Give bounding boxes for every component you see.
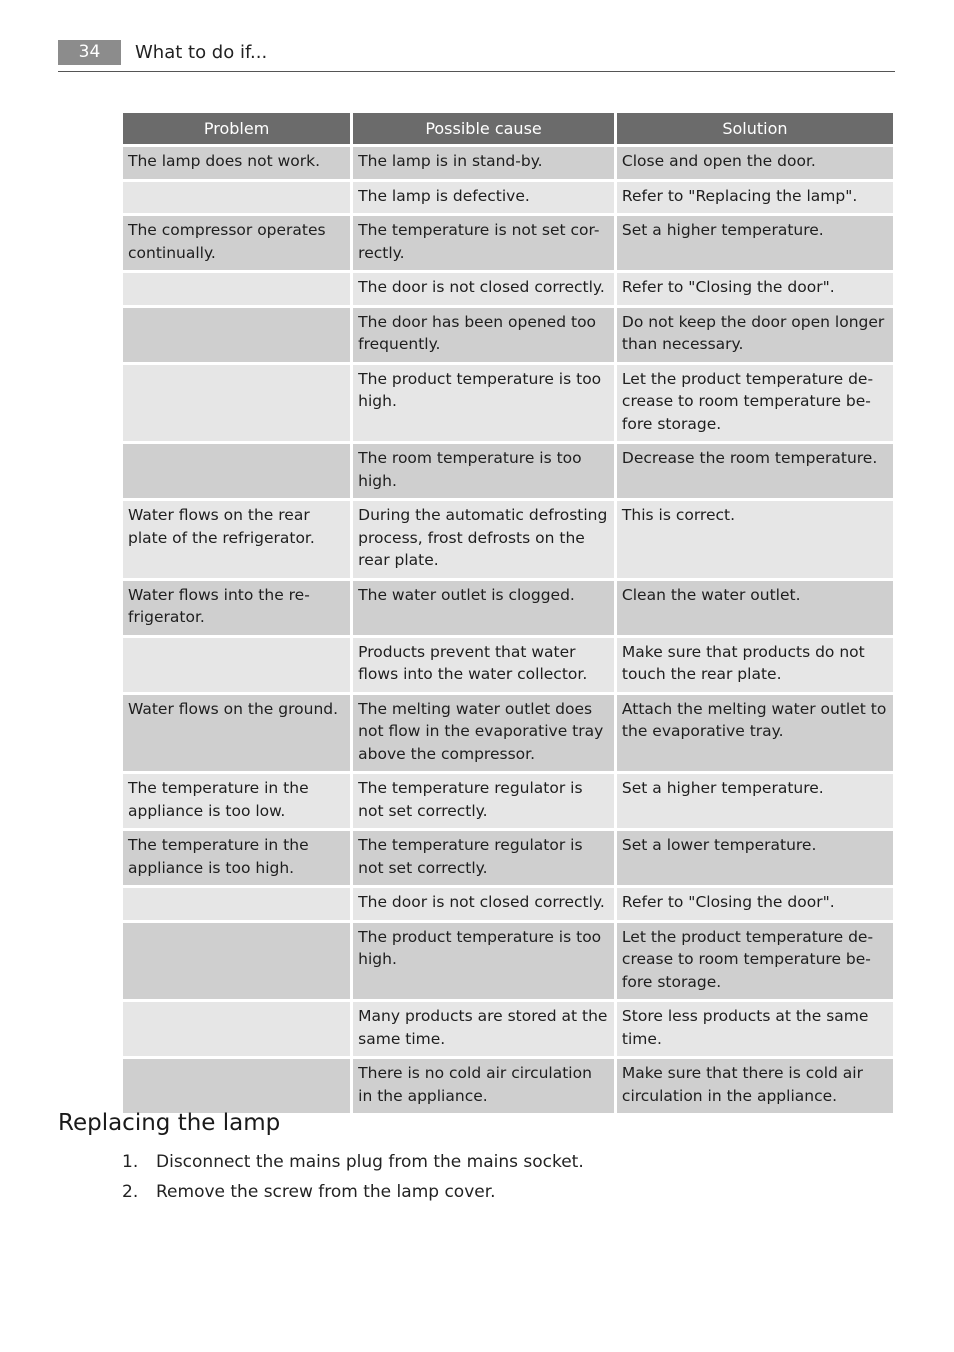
- problem-cell: [123, 273, 350, 305]
- step-text: Disconnect the mains plug from the mains socket.: [156, 1152, 584, 1172]
- table-row: [123, 581, 893, 635]
- cause-cell: The door is not closed correctly.: [353, 888, 614, 920]
- table-row: [123, 831, 893, 885]
- solution-cell: This is correct.: [617, 501, 893, 578]
- solution-cell: Refer to "Replacing the lamp".: [617, 182, 893, 214]
- table-row: [123, 182, 893, 214]
- section-title: What to do if...: [135, 42, 268, 63]
- table-header-row: [123, 113, 893, 144]
- table-row: [123, 308, 893, 362]
- problem-cell: The temperature in the appliance is too high.: [123, 831, 350, 885]
- column-header-cause: Possible cause: [353, 113, 614, 144]
- solution-cell: Refer to "Closing the door".: [617, 888, 893, 920]
- table-row: [123, 273, 893, 305]
- solution-cell: Set a lower temperature.: [617, 831, 893, 885]
- problem-cell: Water flows into the re-frigerator.: [123, 581, 350, 635]
- problem-cell: The compressor operates continually.: [123, 216, 350, 270]
- column-header-solution: Solution: [617, 113, 893, 144]
- problem-cell: [123, 638, 350, 692]
- problem-cell: Water flows on the ground.: [123, 695, 350, 772]
- table-row: [123, 888, 893, 920]
- table-row: [123, 1059, 893, 1113]
- troubleshooting-table: [120, 110, 896, 1116]
- solution-cell: Set a higher temperature.: [617, 774, 893, 828]
- page-header: [58, 40, 895, 72]
- step-text: Remove the screw from the lamp cover.: [156, 1182, 496, 1202]
- problem-cell: [123, 888, 350, 920]
- solution-cell: Let the product temperature de-crease to room temperature be-fore storage.: [617, 365, 893, 442]
- cause-cell: During the automatic defrosting process, frost defrosts on the rear plate.: [353, 501, 614, 578]
- solution-cell: Attach the melting water outlet to the evaporative tray.: [617, 695, 893, 772]
- cause-cell: The lamp is defective.: [353, 182, 614, 214]
- problem-cell: [123, 308, 350, 362]
- cause-cell: The temperature is not set cor-rectly.: [353, 216, 614, 270]
- problem-cell: Water flows on the rear plate of the refrigerator.: [123, 501, 350, 578]
- problem-cell: [123, 1002, 350, 1056]
- solution-cell: Do not keep the door open longer than necessary.: [617, 308, 893, 362]
- step-number: 2.: [122, 1182, 139, 1202]
- cause-cell: The room temperature is too high.: [353, 444, 614, 498]
- solution-cell: Close and open the door.: [617, 147, 893, 179]
- problem-cell: [123, 444, 350, 498]
- page-number: 34: [58, 40, 121, 65]
- cause-cell: The water outlet is clogged.: [353, 581, 614, 635]
- cause-cell: The product temperature is too high.: [353, 923, 614, 1000]
- solution-cell: Clean the water outlet.: [617, 581, 893, 635]
- cause-cell: There is no cold air circulation in the appliance.: [353, 1059, 614, 1113]
- cause-cell: The door has been opened too frequently.: [353, 308, 614, 362]
- problem-cell: The lamp does not work.: [123, 147, 350, 179]
- cause-cell: The melting water outlet does not flow in the evaporative tray above the compressor.: [353, 695, 614, 772]
- lamp-steps-list: [122, 1150, 584, 1210]
- cause-cell: The door is not closed correctly.: [353, 273, 614, 305]
- cause-cell: The temperature regulator is not set correctly.: [353, 831, 614, 885]
- problem-cell: [123, 365, 350, 442]
- table-row: [123, 695, 893, 772]
- table-row: [123, 501, 893, 578]
- table-row: [123, 147, 893, 179]
- problem-cell: The temperature in the appliance is too low.: [123, 774, 350, 828]
- table-row: [123, 638, 893, 692]
- column-header-problem: Problem: [123, 113, 350, 144]
- solution-cell: Make sure that products do not touch the rear plate.: [617, 638, 893, 692]
- cause-cell: The product temperature is too high.: [353, 365, 614, 442]
- problem-cell: [123, 182, 350, 214]
- list-item: [122, 1150, 584, 1180]
- problem-cell: [123, 1059, 350, 1113]
- table-row: [123, 365, 893, 442]
- table-row: [123, 444, 893, 498]
- cause-cell: Many products are stored at the same time.: [353, 1002, 614, 1056]
- solution-cell: Refer to "Closing the door".: [617, 273, 893, 305]
- table-row: [123, 1002, 893, 1056]
- step-number: 1.: [122, 1152, 139, 1172]
- cause-cell: Products prevent that water flows into the water collector.: [353, 638, 614, 692]
- solution-cell: Store less products at the same time.: [617, 1002, 893, 1056]
- problem-cell: [123, 923, 350, 1000]
- table-row: [123, 216, 893, 270]
- solution-cell: Set a higher temperature.: [617, 216, 893, 270]
- replacing-lamp-heading: Replacing the lamp: [58, 1110, 281, 1136]
- table-row: [123, 774, 893, 828]
- solution-cell: Decrease the room temperature.: [617, 444, 893, 498]
- cause-cell: The lamp is in stand-by.: [353, 147, 614, 179]
- list-item: [122, 1180, 584, 1210]
- cause-cell: The temperature regulator is not set correctly.: [353, 774, 614, 828]
- table-row: [123, 923, 893, 1000]
- solution-cell: Let the product temperature de-crease to room temperature be-fore storage.: [617, 923, 893, 1000]
- solution-cell: Make sure that there is cold air circulation in the appliance.: [617, 1059, 893, 1113]
